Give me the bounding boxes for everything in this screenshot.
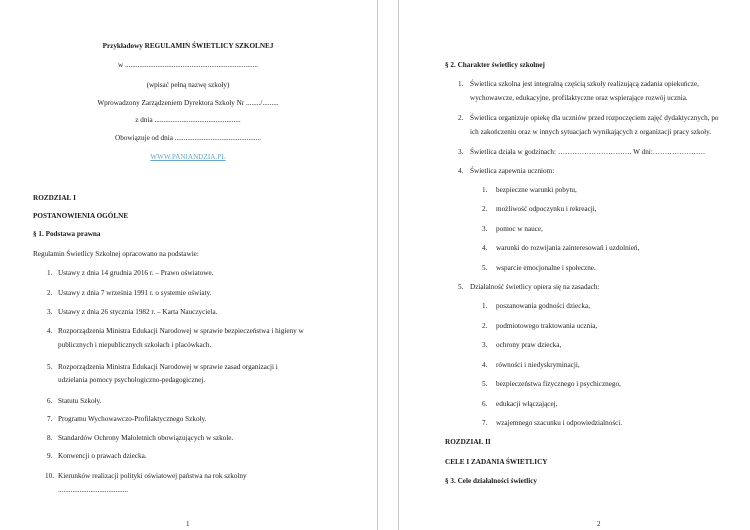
sublist-item: podmiotowego traktowania ucznia,	[496, 322, 598, 330]
list-item-continuation: publicznych i niepublicznych szkołach i placówkach.	[58, 341, 212, 349]
sublist-item: wzajemnego szacunku i odpowiedzialności.	[496, 419, 623, 427]
school-name-line: w ..........................................................................	[118, 61, 258, 69]
page-2	[400, 0, 750, 530]
sublist-item-number: 7.	[482, 419, 488, 427]
section-heading: § 1. Podstawa prawna	[33, 230, 101, 238]
sublist-item: edukacji włączającej,	[496, 400, 558, 408]
list-item-continuation: udzielania pomocy psychologiczno-pedagogicznej.	[58, 376, 206, 384]
list-item-number: 10.	[45, 472, 54, 480]
chapter-title: POSTANOWIENIA OGÓLNE	[33, 212, 129, 220]
list-item: Standardów Ochrony Małoletnich obowiązujących w szkole.	[58, 434, 234, 442]
sublist-item-number: 3.	[482, 225, 488, 233]
sublist-item: możliwość odpoczynku i rekreacji,	[496, 205, 597, 213]
list-item-number: 7.	[47, 415, 53, 423]
list-item: Świetlica zapewnia uczniom:	[470, 167, 555, 175]
list-item: Działalność świetlicy opiera się na zasadach:	[470, 283, 600, 291]
list-item-number: 5.	[47, 363, 53, 371]
document-title: Przykładowy REGULAMIN ŚWIETLICY SZKOLNEJ	[102, 42, 274, 50]
list-item: Konwencji o prawach dziecka.	[58, 452, 147, 460]
list-item-number: 9.	[47, 452, 53, 460]
section-heading: § 3. Cele działalności świetlicy	[445, 477, 538, 485]
sublist-item: bezpieczeństwa fizycznego i psychicznego,	[496, 380, 621, 388]
sublist-item: poszanowania godności dziecka,	[496, 302, 591, 310]
list-item-number: 8.	[47, 434, 53, 442]
list-item-number: 1.	[47, 269, 53, 277]
list-item-number: 4.	[47, 327, 53, 335]
chapter-heading: ROZDZIAŁ II	[445, 438, 491, 446]
sublist-item: bezpieczne warunki pobytu,	[496, 186, 577, 194]
sublist-item-number: 4.	[482, 361, 488, 369]
date-line: z dnia ................................................	[135, 116, 241, 124]
list-item-number: 1.	[458, 80, 464, 88]
school-name-hint: (wpisać pełną nazwę szkoły)	[146, 81, 230, 89]
introduced-line: Wprowadzony Zarządzeniem Dyrektora Szkoły Nr ......../.........	[97, 99, 279, 107]
list-item-continuation: wychowawcze, edukacyjne, profilaktyczne oraz wspierające rozwój ucznia.	[470, 94, 688, 102]
sublist-item: ochrony praw dziecka,	[496, 341, 562, 349]
list-item-continuation: ich zakończeniu oraz w innych sytuacjach wynikających z organizacji pracy szkoły.	[470, 128, 712, 136]
sublist-item: wsparcie emocjonalne i społeczne.	[496, 264, 596, 272]
chapter-title: CELE I ZADANIA ŚWIETLICY	[445, 458, 548, 466]
sublist-item-number: 1.	[482, 302, 488, 310]
list-item: Świetlica działa w godzinach: …………………………. W dni:………………….	[470, 148, 705, 156]
list-item: Rozporządzenia Ministra Edukacji Narodowej w sprawie bezpieczeństwa i higieny w	[58, 327, 304, 335]
page-border	[398, 0, 399, 530]
list-item: Statutu Szkoły.	[58, 397, 102, 405]
list-item-number: 6.	[47, 397, 53, 405]
list-item: Świetlica szkolna jest integralną częścią szkoły realizującą zadania opiekuńcze,	[470, 80, 699, 88]
sublist-item: pomoc w nauce,	[496, 225, 543, 233]
sublist-item-number: 2.	[482, 205, 488, 213]
section-heading: § 2. Charakter świetlicy szkolnej	[445, 61, 545, 69]
sublist-item-number: 6.	[482, 400, 488, 408]
list-item: Ustawy z dnia 14 grudnia 2016 r. – Prawo oświatowe.	[58, 269, 214, 277]
sublist-item-number: 5.	[482, 380, 488, 388]
list-item: Ustawy z dnia 7 września 1991 r. o systemie oświaty.	[58, 289, 212, 297]
page-number: 2	[597, 520, 601, 528]
sublist-item: równości i niedyskryminacji,	[496, 361, 580, 369]
page-number: 1	[186, 520, 190, 528]
list-item: Programu Wychowawczo-Profilaktycznego Szkoły.	[58, 415, 207, 423]
list-item-number: 2.	[458, 114, 464, 122]
chapter-heading: ROZDZIAŁ I	[33, 194, 76, 202]
page-gutter	[378, 0, 398, 530]
list-item: Świetlica organizuje opiekę dla uczniów przed rozpoczęciem zajęć dydaktycznych, po	[470, 114, 719, 122]
sublist-item-number: 3.	[482, 341, 488, 349]
sublist-item-number: 1.	[482, 186, 488, 194]
sublist-item: warunki do rozwijania zainteresowań i uzdolnień,	[496, 244, 640, 252]
website-link[interactable]: WWW.PANIANDZIA.PL	[150, 153, 226, 161]
list-item-number: 5.	[458, 283, 464, 291]
effective-date-line: Obowiązuje od dnia ................................................	[115, 134, 261, 142]
list-item: Kierunków realizacji polityki oświatowej państwa na rok szkolny	[58, 472, 247, 480]
list-item: Rozporządzenia Ministra Edukacji Narodowej w sprawie zasad organizacji i	[58, 363, 278, 371]
sublist-item-number: 5.	[482, 264, 488, 272]
sublist-item-number: 4.	[482, 244, 488, 252]
list-item-number: 4.	[458, 167, 464, 175]
sublist-item-number: 2.	[482, 322, 488, 330]
list-item-continuation: .......................................	[58, 486, 129, 494]
intro-text: Regulamin Świetlicy Szkolnej opracowano na podstawie:	[33, 250, 199, 258]
list-item-number: 3.	[47, 308, 53, 316]
list-item-number: 3.	[458, 148, 464, 156]
list-item: Ustawy z dnia 26 stycznia 1982 r. – Karta Nauczyciela.	[58, 308, 218, 316]
list-item-number: 2.	[47, 289, 53, 297]
